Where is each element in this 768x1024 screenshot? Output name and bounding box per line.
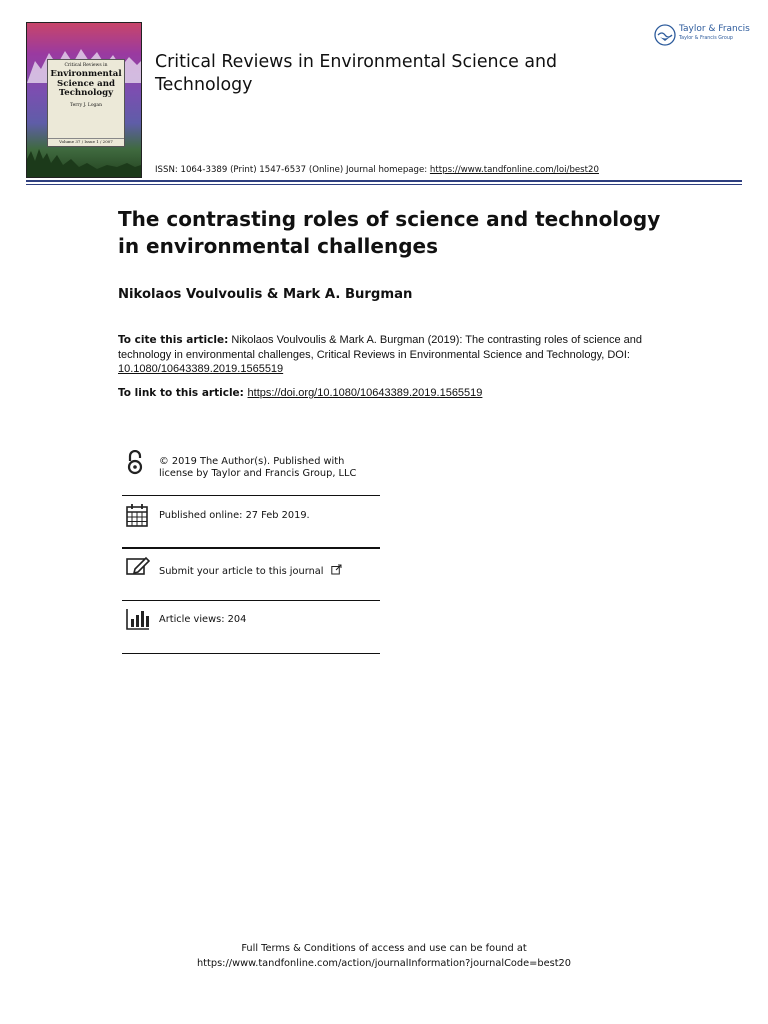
published-date: Published online: 27 Feb 2019.: [159, 510, 310, 521]
citation-label: To cite this article:: [118, 334, 229, 346]
license-line: license by Taylor and Francis Group, LLC: [159, 468, 357, 480]
publisher-subtitle: Taylor & Francis Group: [679, 36, 733, 41]
citation-text: Nikolaos Voulvoulis & Mark A. Burgman (2019): The contrasting roles of science and technology in environmental challenges, Critical Reviews in Environmental Science and Technology, DOI:: [118, 334, 643, 361]
header-divider-thin: [26, 184, 742, 185]
cover-title-line: Technology: [58, 88, 114, 98]
journal-title[interactable]: Critical Reviews in Environmental Science and Technology: [155, 52, 558, 95]
cover-title-panel: [47, 59, 125, 147]
article-link-label: To link to this article:: [118, 387, 248, 399]
citation-block: [118, 333, 646, 377]
submit-article-link[interactable]: [159, 564, 342, 578]
published-row: [122, 503, 380, 539]
citation-doi-link[interactable]: 10.1080/10643389.2019.1565519: [118, 363, 284, 376]
info-separator: [122, 547, 380, 549]
publisher-logo[interactable]: [654, 22, 754, 48]
license-line: © 2019 The Author(s). Published with: [159, 456, 345, 467]
terms-line: Full Terms & Conditions of access and use can be found at: [241, 943, 527, 954]
views-row[interactable]: [122, 608, 380, 644]
journal-cover-image: [26, 22, 142, 178]
article-views[interactable]: Article views: 204: [159, 614, 247, 625]
info-separator: [122, 600, 380, 601]
cover-small-label: Critical Reviews in: [64, 63, 108, 68]
info-separator: [122, 495, 380, 496]
submit-row[interactable]: [122, 556, 380, 592]
terms-url-link[interactable]: https://www.tandfonline.com/action/journalInformation?journalCode=best20: [196, 957, 572, 969]
cover-editor: Terry J. Logan: [69, 102, 103, 108]
license-row: [122, 450, 380, 490]
submit-article-label: Submit your article to this journal: [159, 566, 324, 577]
journal-homepage-link[interactable]: https://www.tandfonline.com/loi/best20: [429, 165, 599, 175]
external-link-icon: [331, 564, 342, 575]
info-separator: [122, 653, 380, 654]
open-access-icon: [126, 450, 144, 476]
issn-text: ISSN: 1064-3389 (Print) 1547-6537 (Online) Journal homepage:: [155, 165, 430, 175]
calendar-icon: [126, 503, 148, 527]
publisher-name: Taylor & Francis: [679, 24, 750, 34]
license-text: [159, 456, 356, 481]
article-title: The contrasting roles of science and technology in environmental challenges: [118, 207, 661, 258]
bar-chart-icon: [126, 608, 150, 630]
article-link-line: [118, 387, 482, 399]
tf-globe-icon: [654, 24, 676, 46]
cover-title: [48, 70, 124, 99]
cover-title-line: Environmental: [50, 69, 122, 79]
header-divider: [26, 180, 742, 182]
edit-pencil-icon: [126, 556, 150, 576]
article-authors[interactable]: Nikolaos Voulvoulis & Mark A. Burgman: [118, 287, 413, 302]
terms-footer: [0, 942, 768, 971]
cover-volume-line: Volume 37 / Issue 1 / 2007: [48, 138, 124, 144]
forest-graphic: [27, 137, 141, 177]
issn-line: [155, 165, 599, 175]
cover-title-line: Science and: [57, 78, 115, 89]
article-doi-link[interactable]: https://doi.org/10.1080/10643389.2019.1565519: [247, 387, 483, 399]
